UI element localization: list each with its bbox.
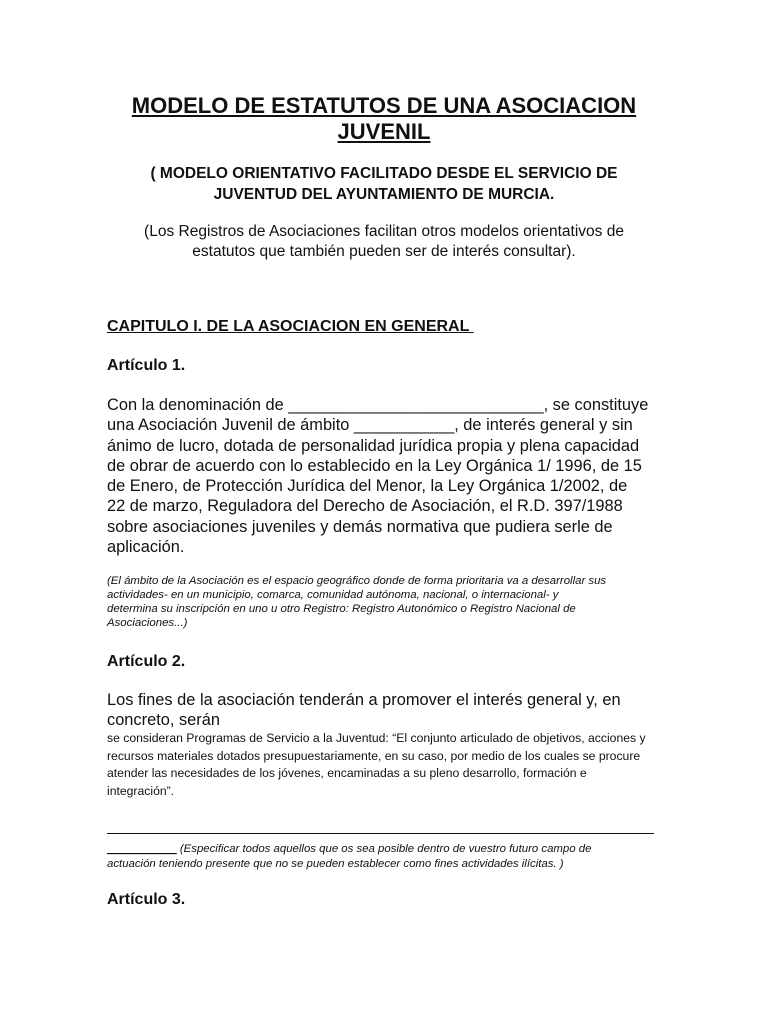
article-1-note-line: Asociaciones...) xyxy=(107,617,188,629)
article-1-line: Con la denominación de ____________________________, se constituye xyxy=(107,396,649,414)
article-1-line: ánimo de lucro, dotada de personalidad jurídica propia y plena capacidad xyxy=(107,436,640,455)
title-line-2: JUVENIL xyxy=(337,119,431,144)
article-2-line: concreto, serán xyxy=(107,711,220,730)
document-title xyxy=(100,93,668,145)
article-2-quote-line: se consideran Programas de Servicio a la Juventud: “El conjunto articulado de objetivos, acciones y xyxy=(107,731,646,745)
article-2-spec-note xyxy=(107,842,662,872)
article-1-heading: Artículo 1. xyxy=(107,357,186,374)
article-1-line: sobre asociaciones juveniles y demás normativa que pudiera serle de xyxy=(107,517,613,536)
article-3-heading: Artículo 3. xyxy=(107,891,186,908)
article-1-line: 22 de marzo, Reguladora del Derecho de Asociación, el R.D. 397/1988 xyxy=(107,497,623,516)
article-2-quote-line: recursos materiales dotados presupuestariamente, en su caso, por medio de los cuales se procure xyxy=(107,748,641,763)
fill-in-line xyxy=(107,833,654,834)
title-line-1: MODELO DE ESTATUTOS DE UNA ASOCIACION xyxy=(131,93,637,118)
subtitle-line-2: JUVENTUD DEL AYUNTAMIENTO DE MURCIA. xyxy=(213,186,555,203)
article-1-line: aplicación. xyxy=(107,538,185,557)
article-2-quote xyxy=(107,730,667,800)
article-1-note-line: (El ámbito de la Asociación es el espacio geográfico donde de forma prioritaria va a desarrollar sus xyxy=(107,575,607,587)
article-1-line: una Asociación Juvenil de ámbito ___________, de interés general y sin xyxy=(107,416,633,435)
article-2-quote-line: atender las necesidades de los jóvenes, encaminadas a su pleno desarrollo, formación e xyxy=(107,766,587,780)
subtitle-line-1: ( MODELO ORIENTATIVO FACILITADO DESDE EL SERVICIO DE xyxy=(150,165,618,182)
article-1-note-line: determina su inscripción en uno u otro Registro: Registro Autonómico o Registro Nacional de xyxy=(107,603,576,615)
registry-note xyxy=(100,222,668,262)
spec-note-line-2: actuación teniendo presente que no se pueden establecer como fines actividades ilícitas. ) xyxy=(107,858,564,870)
spec-note-line-1: (Especificar todos aquellos que os sea posible dentro de vuestro futuro campo de xyxy=(176,843,592,855)
article-2-body xyxy=(107,690,667,731)
article-2-quote-line: integración”. xyxy=(107,783,175,798)
article-2-heading: Artículo 2. xyxy=(107,653,186,670)
article-1-note-line: actividades- en un municipio, comarca, comunidad autónoma, nacional, o internacional- y xyxy=(107,589,559,601)
article-1-note xyxy=(107,574,662,630)
article-2-line: Los fines de la asociación tenderán a promover el interés general y, en xyxy=(107,691,621,709)
article-1-line: de obrar de acuerdo con lo establecido en la Ley Orgánica 1/ 1996, de 15 xyxy=(107,456,642,475)
registry-note-line-2: estatutos que también pueden ser de interés consultar). xyxy=(192,243,576,260)
article-1-line: de Enero, de Protección Jurídica del Menor, la Ley Orgánica 1/2002, de xyxy=(107,477,628,496)
registry-note-line-1: (Los Registros de Asociaciones facilitan otros modelos orientativos de xyxy=(144,223,624,240)
document-subtitle xyxy=(100,163,668,205)
article-1-body xyxy=(107,395,667,557)
chapter-heading: CAPITULO I. DE LA ASOCIACION EN GENERAL xyxy=(107,318,474,335)
fill-in-blank: ___________ xyxy=(107,843,177,855)
